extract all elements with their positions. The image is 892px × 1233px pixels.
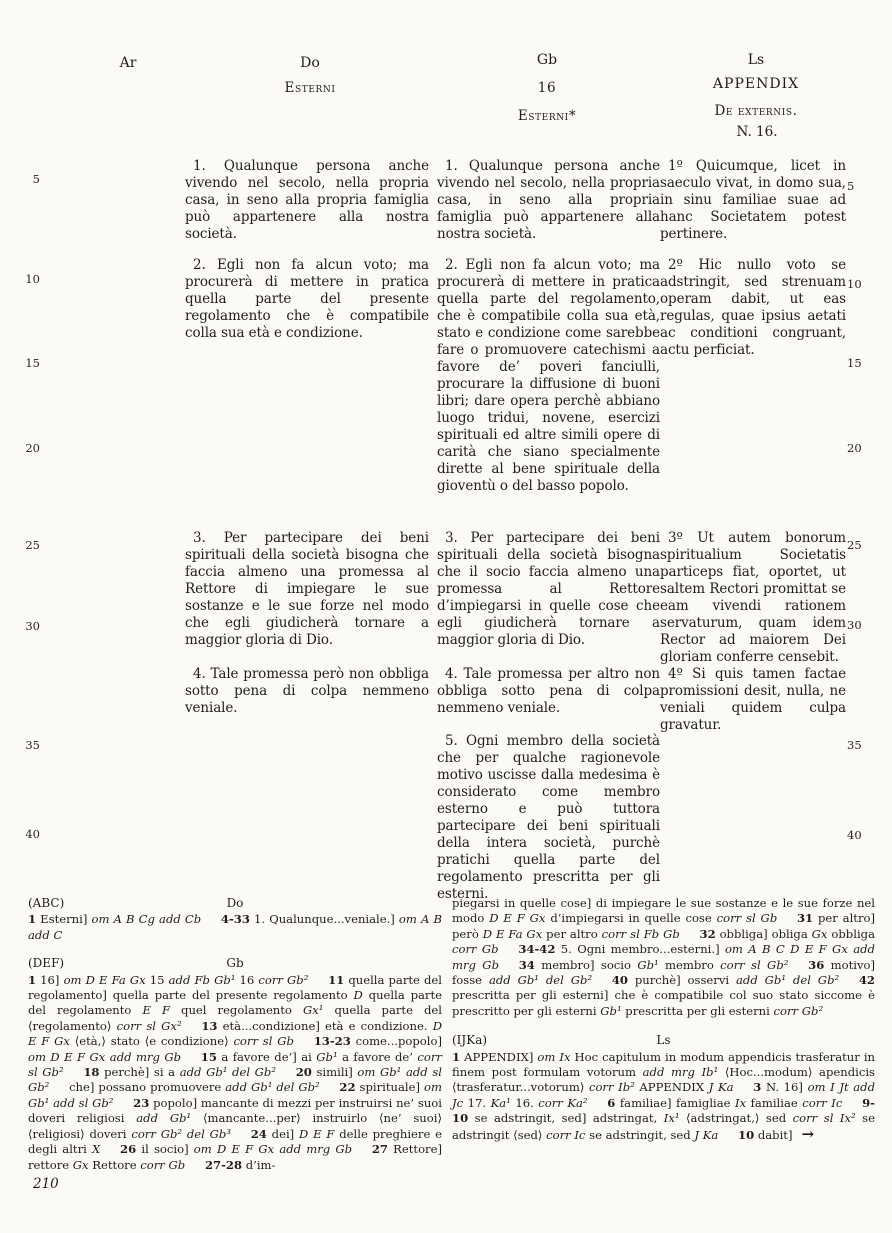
line-number-left: 10	[25, 272, 40, 286]
column-siglum-ar: Ar	[119, 55, 137, 71]
apparatus-entries: 1 Esterni] om A B Cg add Cb 4-33 1. Qualunque...veniale.] om A B add C	[28, 912, 442, 942]
apparatus-section-head	[452, 1033, 875, 1048]
gb-paragraph: 3. Per partecipare dei beni spirituali della società bisogna che il socio faccia almeno una promessa al Rettore d’impiegarsi in quelle cose che egli giudicherà tornare a maggior gloria di Dio.	[437, 530, 660, 648]
apparatus-section-def	[28, 956, 442, 1173]
line-number-right: 5	[847, 179, 855, 193]
apparatus-group-label: (DEF)	[28, 956, 65, 971]
ls-paragraph: 1º Quicumque, licet in saeculo vivat, in domo sua, in sinu familiae suae ad hanc Societatem potest pertinere.	[660, 158, 846, 242]
gb-paragraph: 5. Ogni membro della società che per qualche ragionevole motivo uscisse dalla medesima è considerato come membro esterno e può tuttora partecipare dei beni spirituali della intera società, purchè pratichi quella parte del regolamento prescritta per gli esterni.	[437, 733, 660, 902]
apparatus-left-column	[28, 896, 442, 1186]
page-number: 210	[33, 1176, 59, 1192]
line-number-left: 35	[25, 738, 40, 752]
line-number-right: 35	[847, 738, 862, 752]
do-chapter-title: Esterni	[284, 80, 336, 96]
line-number-left: 30	[25, 619, 40, 633]
line-number-right: 10	[847, 277, 862, 291]
apparatus-section-head	[28, 956, 442, 971]
ls-chapter-number: N. 16.	[736, 124, 778, 140]
ls-paragraph: 3º Ut autem bonorum spiritualium Societatis particeps fiat, oportet, ut saltem Rectori promittat se eam vivendi rationem servaturum, quam idem Rector ad maiorem Dei gloriam conferre censebit.	[660, 530, 846, 665]
apparatus-siglum: Do	[226, 896, 244, 910]
do-paragraph: 1. Qualunque persona anche vivendo nel secolo, nella propria casa, in seno alla propria famiglia può appartenere alla nostra società.	[185, 158, 429, 242]
apparatus-entries-text: 1 APPENDIX] om Ix Hoc capitulum in modum appendicis trasferatur in finem post formulam votorum add mrg Ib¹ ⟨Hoc...modum⟩ apendicis ⟨trasferatur...votorum⟩ corr Ib² APPENDIX J Ka 3 N. 16] om I Jt add Jc 17. Ka¹ 16. corr Ka² 6 familiae] famigliae Ix familiae corr Ic 9-10 se adstringit, sed] adstringat, Ix¹ ⟨adstringat,⟩ sed corr sl Ix² se adstringit ⟨sed⟩ corr Ic se adstringit, sed J Ka 10 dabit]	[452, 1049, 876, 1142]
gb-paragraph: 4. Tale promessa per altro non obbliga sotto pena di colpa nemmeno veniale.	[437, 666, 660, 716]
apparatus-entries: 1 16] om D E Fa Gx 15 add Fb Gb¹ 16 corr Gb² 11 quella parte del regolamento] quella parte del presente regolamento D quella parte del regolamento E F quel regolamento Gx¹ quella parte del ⟨regolamento⟩ corr sl Gx² 13 età...condizione] età e condizione. D E F Gx ⟨età,⟩ stato ⟨e condizione⟩ corr sl Gb 13-23 come...popolo] om D E F Gx add mrg Gb 15 a favore de’] ai Gb¹ a favore de’ corr sl Gb² 18 perchè] si a add Gb¹ del Gb² 20 simili] om Gb¹ add sl Gb² che] possano promuovere add Gb¹ del Gb² 22 spirituale] om Gb¹ add sl Gb² 23 popolo] mancante di mezzi per instruirsi ne’ suoi doveri religiosi add Gb¹ ⟨mancante...per⟩ instruirlo ⟨ne’ suoi⟩ ⟨religiosi⟩ doveri corr Gb² del Gb³ 24 dei] D E F delle preghiere e degli altri X 26 il socio] om D E F Gx add mrg Gb 27 Rettore] rettore Gx Rettore corr Gb 27-28 d’im-	[28, 972, 443, 1172]
ls-chapter-subtitle: De externis.	[714, 103, 798, 119]
apparatus-entries-continuation: piegarsi in quelle cose] di impiegare le sue sostanze e le sue forze nel modo D E F Gx d’impiegarsi in quelle cose corr sl Gb 31 per altro] però D E Fa Gx per altro corr sl Fb Gb 32 obbliga] obliga Gx obbliga corr Gb 34-42 5. Ogni membro...esterni.] om A B C D E F Gx add mrg Gb 34 membro] socio Gb¹ membro corr sl Gb² 36 motivo] fosse add Gb¹ del Gb² 40 purchè] osservi add Gb¹ del Gb² 42 prescritta per gli esterni] che è compatibile col suo stato siccome è prescritto per gli esterni Gb¹ prescritta per gli esterni corr Gb²	[452, 896, 876, 1018]
line-number-right: 20	[847, 441, 862, 455]
line-number-left: 20	[25, 441, 40, 455]
do-paragraph: 2. Egli non fa alcun voto; ma procurerà di mettere in pratica quella parte del presente regolamento che è compatibile colla sua età e condizione.	[185, 257, 429, 341]
ls-appendix-title: APPENDIX	[712, 76, 800, 92]
apparatus-section-abc	[28, 896, 442, 943]
gb-chapter-number: 16	[537, 80, 557, 96]
line-number-left: 5	[32, 172, 40, 186]
line-number-left: 40	[25, 827, 40, 841]
gb-paragraph: 2. Egli non fa alcun voto; ma procurerà di mettere in pratica quella parte del regolamento, che è compatibile colla sua età, stato e condizione come sarebbe fare o promuovere catechismi a favore de’ poveri fanciulli, procurare la diffusione di buoni libri; dare opera perchè abbiano luogo tridui, novene, esercizi spirituali ed altre simili opere di carità che siano specialmente dirette al bene spirituale della gioventù o del basso popolo.	[437, 257, 660, 494]
line-number-right: 40	[847, 828, 862, 842]
apparatus-entries	[452, 1050, 875, 1143]
line-number-left: 15	[25, 356, 40, 370]
ls-paragraph: 4º Si quis tamen factae promissioni desit, nulla, ne veniali quidem culpa gravatur.	[660, 666, 846, 733]
column-siglum-do: Do	[300, 55, 320, 71]
continuation-arrow-icon: →	[801, 1124, 815, 1143]
line-number-right: 30	[847, 618, 862, 632]
gb-chapter-title: Esterni*	[517, 108, 577, 124]
apparatus-siglum: Ls	[656, 1033, 671, 1048]
do-paragraph: 3. Per partecipare dei beni spirituali della società bisogna che faccia almeno una promessa al Rettore di impiegare le sue sostanze e le sue forze nel modo che egli giudicherà tornare a maggior gloria di Dio.	[185, 530, 429, 648]
line-number-left: 25	[25, 538, 40, 552]
apparatus-group-label: (ABC)	[28, 896, 65, 910]
apparatus-section-ijka	[452, 1033, 875, 1143]
apparatus-group-label: (IJKa)	[452, 1033, 488, 1048]
apparatus-section-head	[28, 896, 442, 911]
ls-paragraph: 2º Hic nullo voto se adstringit, sed strenuam operam dabit, ut eas regulas, quae ipsius aetati ac conditioni congruant, actu perficiat.	[660, 257, 846, 358]
line-number-right: 15	[847, 356, 862, 370]
column-siglum-ls: Ls	[747, 52, 765, 68]
do-paragraph: 4. Tale promessa però non obbliga sotto pena di colpa nemmeno veniale.	[185, 666, 429, 716]
column-siglum-gb: Gb	[536, 52, 558, 68]
apparatus-siglum: Gb	[226, 956, 244, 971]
apparatus-right-column	[452, 896, 875, 1156]
gb-paragraph: 1. Qualunque persona anche vivendo nel secolo, nella propria casa, in seno alla propria famiglia può appartenere alla nostra società.	[437, 158, 660, 242]
line-number-right: 25	[847, 538, 862, 552]
